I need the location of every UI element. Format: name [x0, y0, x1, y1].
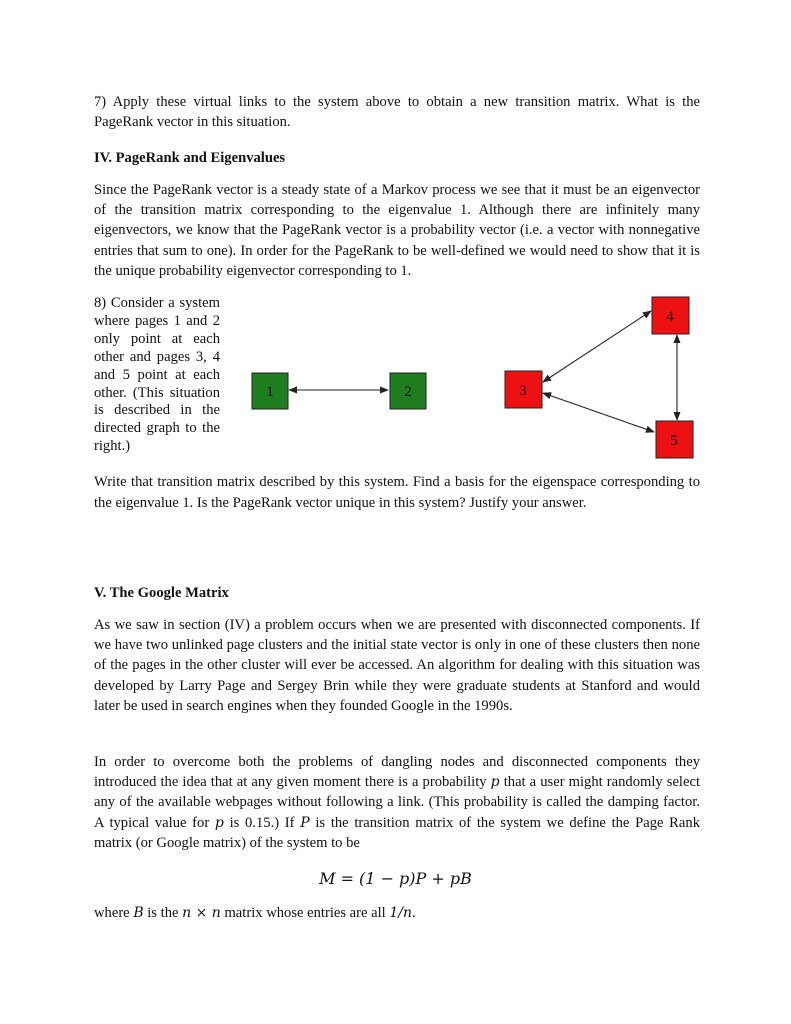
google-matrix-equation: M = (1 − p)P + pB	[319, 869, 472, 888]
node-1	[252, 373, 288, 409]
svg-text:3: 3	[519, 383, 527, 399]
section-5-paragraph-1: As we saw in section (IV) a problem occurs when we are presented with disconnected components. If we have two unlinked page clusters and the initial state vector is only in one of these clusters then none of the pages in the other cluster will ever be accessed. An algorithm for dealing with this situation was developed by Larry Page and Sergey Brin while they were graduate students at Stanford and would later be used in search engines when they founded Google in the 1990s.	[94, 617, 700, 714]
symbol-P: P	[300, 814, 310, 831]
svg-text:4: 4	[666, 309, 674, 325]
node-5	[656, 421, 693, 458]
svg-text:5: 5	[670, 433, 678, 449]
equation-explanation: where B is the n × n matrix whose entries are all 1/n.	[94, 905, 416, 921]
section-4-paragraph: Since the PageRank vector is a steady state of a Markov process we see that it must be an eigenvector of the transition matrix corresponding to the eigenvalue 1. Although there are infinitely many eigenvectors, we know that the PageRank vector is a probability vector (i.e. a vector with nonnegative entries that sum to one). In order for the PageRank to be well-defined we would need to show that it is the unique probability eigenvector corresponding to 1.	[94, 182, 700, 279]
svg-text:1: 1	[266, 384, 274, 400]
edge-3-5	[543, 393, 654, 432]
section-4-heading: IV. PageRank and Eigenvalues	[94, 150, 286, 166]
question-8-continued: Write that transition matrix described by this system. Find a basis for the eigenspace corresponding to the eigenvalue 1. Is the PageRank vector unique in this system? Justify your answer.	[94, 474, 700, 512]
node-2	[390, 373, 426, 409]
section-5-heading: V. The Google Matrix	[94, 585, 229, 601]
node-3	[505, 371, 542, 408]
symbol-p: p	[490, 774, 500, 791]
question-7: 7) Apply these virtual links to the system above to obtain a new transition matrix. What is the PageRank vector in this situation.	[94, 94, 700, 131]
svg-text:2: 2	[404, 384, 412, 400]
node-4	[652, 297, 689, 334]
symbol-p: p	[214, 814, 224, 831]
question-8-intro: 8) Consider a system where pages 1 and 2 only point at each other and pages 3, 4 and 5 point at each other. (This situation is described in the directed graph to the right.)	[94, 295, 220, 455]
edge-3-4	[543, 311, 651, 382]
section-5-paragraph-2: In order to overcome both the problems of dangling nodes and disconnected components they introduced the idea that at any given moment there is a probability p that a user might randomly select any of the available webpages without following a link. (This probability is called the damping factor. A typical value for p is 0.15.) If P is the transition matrix of the system we define the Page Rank matrix (or Google matrix) of the system to be	[94, 754, 701, 851]
